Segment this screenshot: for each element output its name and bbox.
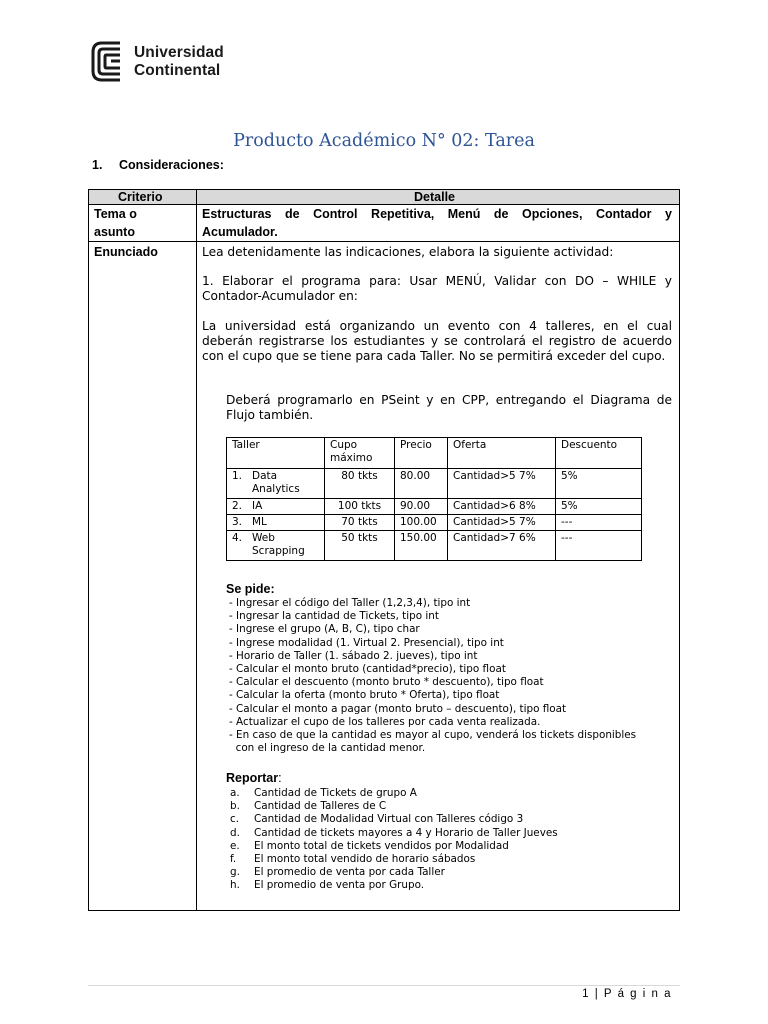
wk-cell-precio: 100.00: [395, 515, 448, 531]
table-row: [227, 515, 642, 531]
list-item: - Calcular el monto bruto (cantidad*precio), tipo float: [229, 663, 506, 676]
table-header-divider: [88, 204, 680, 205]
tema-value-line1: Estructuras de Control Repetitiva, Menú de Opciones, Contador y: [202, 207, 672, 221]
wk-cell-oferta: Cantidad>5 7%: [448, 469, 556, 499]
se-pide-heading: Se pide:: [226, 582, 275, 596]
wk-cell-cupo: 100 tkts: [325, 499, 395, 515]
continental-c-icon: [90, 40, 122, 83]
list-item: h. El promedio de venta por Grupo.: [230, 879, 425, 892]
list-item: - Horario de Taller (1. sábado 2. jueves), tipo int: [229, 649, 478, 662]
table-column-divider: [196, 189, 197, 911]
wk-cell-descuento: 5%: [556, 469, 642, 499]
workshop-table: [226, 437, 642, 561]
list-item: a. Cantidad de Tickets de grupo A: [230, 787, 417, 799]
list-item: c. Cantidad de Modalidad Virtual con Talleres código 3: [230, 813, 524, 826]
list-item: - Ingrese modalidad (1. Virtual 2. Presencial), tipo int: [229, 636, 504, 649]
workshop-header-row: [227, 438, 642, 469]
logo-line-1: Universidad: [134, 43, 224, 61]
se-pide-section: [226, 582, 636, 755]
list-item: - Calcular el monto a pagar (monto bruto – descuento), tipo float: [229, 702, 567, 715]
wk-cell-descuento: 5%: [556, 499, 642, 515]
wk-cell-precio: 80.00: [395, 469, 448, 499]
list-item: f. El monto total vendido de horario sábados: [230, 853, 476, 866]
section-label: Consideraciones:: [119, 158, 224, 172]
enunciado-intro: Lea detenidamente las indicaciones, elabora la siguiente actividad:: [202, 245, 614, 259]
logo-wordmark: [134, 44, 224, 80]
list-item: b. Cantidad de Talleres de C: [230, 800, 387, 813]
enunciado-paragraph: La universidad está organizando un evento con 4 talleres, en el cual deberán registrarse los estudiantes y se controlará el registro de acuerdo con el cupo que se tiene para cada Taller. No se permitirá exceder del cupo.: [202, 319, 672, 363]
table-row: [227, 531, 642, 561]
list-item: - Calcular el descuento (monto bruto * descuento), tipo float: [229, 676, 544, 689]
wk-cell-precio: 90.00: [395, 499, 448, 515]
list-item: g. El promedio de venta por cada Taller: [230, 866, 445, 879]
wk-cell-descuento: ---: [556, 515, 642, 531]
se-pide-list: [226, 597, 636, 755]
list-item: e. El monto total de tickets vendidos por Modalidad: [230, 839, 509, 852]
footer-divider: [88, 985, 680, 986]
reportar-heading: Reportar:: [226, 771, 282, 785]
wk-cell-taller: 1. Data Analytics: [227, 469, 325, 499]
wk-cell-cupo: 80 tkts: [325, 469, 395, 499]
list-item: - Calcular la oferta (monto bruto * Oferta), tipo float: [229, 689, 500, 702]
enunciado-step1: 1. Elaborar el programa para: Usar MENÚ, Validar con DO – WHILE y Contador-Acumulador en:: [202, 274, 672, 303]
wk-header-oferta: Oferta: [448, 438, 556, 469]
wk-cell-taller: 4. Web Scrapping: [227, 531, 325, 561]
wk-cell-oferta: Cantidad>6 8%: [448, 499, 556, 515]
wk-cell-oferta: Cantidad>5 7%: [448, 515, 556, 531]
section-heading: [92, 158, 224, 172]
wk-cell-oferta: Cantidad>7 6%: [448, 531, 556, 561]
logo-line-2: Continental: [134, 61, 221, 79]
wk-header-precio: Precio: [395, 438, 448, 469]
header-criterio: Criterio: [118, 190, 163, 204]
wk-cell-cupo: 50 tkts: [325, 531, 395, 561]
tema-label-line2: asunto: [94, 225, 135, 239]
list-item: con el ingreso de la cantidad menor.: [229, 742, 426, 755]
enunciado-label: Enunciado: [94, 245, 158, 259]
list-item: - Ingrese el grupo (A, B, C), tipo char: [229, 623, 420, 636]
enunciado-programar: Deberá programarlo en PSeint y en CPP, entregando el Diagrama de Flujo también.: [226, 393, 672, 422]
list-item: - Ingresar la cantidad de Tickets, tipo int: [229, 610, 439, 623]
tema-label-line1: Tema o: [94, 207, 137, 221]
list-item: - En caso de que la cantidad es mayor al cupo, venderá los tickets disponibles: [229, 729, 637, 742]
wk-header-taller: Taller: [227, 438, 325, 469]
wk-cell-taller: 3. ML: [227, 515, 325, 531]
header-detalle: Detalle: [414, 190, 455, 204]
list-item: - Ingresar el código del Taller (1,2,3,4), tipo int: [229, 597, 471, 609]
table-row-divider: [88, 241, 680, 242]
list-item: - Actualizar el cupo de los talleres por cada venta realizada.: [229, 715, 541, 728]
page-number: 1 | P á g i n a: [582, 988, 672, 1000]
tema-value-line2: Acumulador.: [202, 225, 278, 239]
wk-header-descuento: Descuento: [556, 438, 642, 469]
wk-header-cupo: Cupo máximo: [325, 438, 395, 469]
wk-cell-cupo: 70 tkts: [325, 515, 395, 531]
section-number: 1.: [92, 158, 103, 172]
university-logo: [90, 40, 224, 83]
list-item: d. Cantidad de tickets mayores a 4 y Horario de Taller Jueves: [230, 826, 558, 839]
document-title: Producto Académico N° 02: Tarea: [233, 131, 535, 151]
wk-cell-precio: 150.00: [395, 531, 448, 561]
wk-cell-taller: 2. IA: [227, 499, 325, 515]
table-row: [227, 469, 642, 499]
reportar-section: [226, 771, 558, 893]
table-row: [227, 499, 642, 515]
wk-cell-descuento: ---: [556, 531, 642, 561]
reportar-list: [226, 787, 558, 893]
